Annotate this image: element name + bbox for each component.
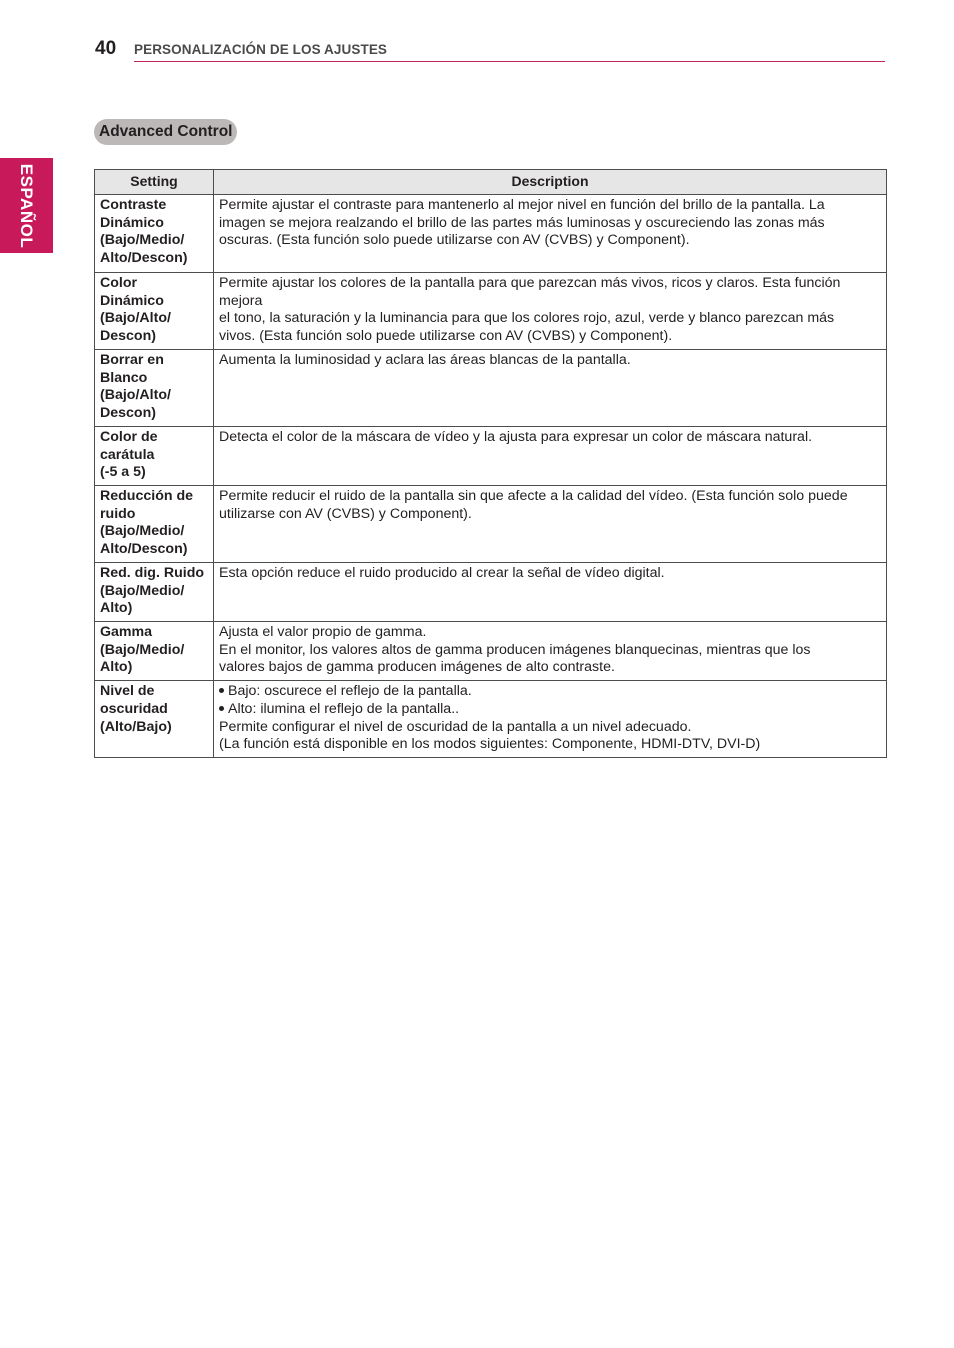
description-line: Permite ajustar el contraste para mantenerlo al mejor nivel en función del brillo de la pantalla. La (219, 197, 825, 213)
page-number: 40 (95, 38, 117, 59)
table-row (95, 562, 887, 621)
column-header-setting: Setting (95, 170, 214, 195)
subheading: Advanced Control (94, 119, 237, 145)
bullet-item (219, 683, 881, 701)
description-line: Detecta el color de la máscara de vídeo y la ajusta para expresar un color de máscara natural. (219, 428, 813, 445)
header-divider (134, 61, 885, 62)
table-row (95, 485, 887, 562)
table-row (95, 273, 887, 350)
description-line: Permite reducir el ruido de la pantalla sin que afecte a la calidad del vídeo. (Esta función solo puede (219, 487, 848, 504)
bullet-text: Bajo: oscurece el reflejo de la pantalla. (228, 683, 472, 700)
setting-description (214, 562, 887, 621)
description-line: (La función está disponible en los modos siguientes: Componente, HDMI-DTV, DVI-D) (219, 736, 761, 753)
bullet-text: Alto: ilumina el reflejo de la pantalla.. (228, 700, 460, 717)
table-body (95, 195, 887, 758)
setting-description (214, 681, 887, 758)
description-line: Permite configurar el nivel de oscuridad de la pantalla a un nivel adecuado. (219, 718, 692, 735)
description-line: mejora (219, 292, 263, 309)
section-title: PERSONALIZACIÓN DE LOS AJUSTES (134, 42, 388, 57)
description-line: Esta opción reduce el ruido producido al crear la señal de vídeo digital. (219, 564, 665, 581)
description-line: Ajusta el valor propio de gamma. (219, 624, 427, 641)
language-tab (0, 158, 53, 253)
description-line: oscuras. (Esta función solo puede utilizarse con AV (CVBS) y Component). (219, 232, 690, 249)
description-line: vivos. (Esta función solo puede utilizarse con AV (CVBS) y Component). (219, 328, 673, 345)
table-row (95, 195, 887, 273)
description-line: Permite ajustar los colores de la pantalla para que parezcan más vivos, ricos y claros. Esta función (219, 275, 841, 291)
setting-name: Color de carátula (-5 a 5) (95, 426, 214, 485)
table-row (95, 622, 887, 681)
description-line: el tono, la saturación y la luminancia para que los colores rojo, azul, verde y blanco parezcan más (219, 310, 835, 327)
setting-description (214, 273, 887, 350)
setting-name: Gamma (Bajo/Medio/ Alto) (95, 622, 214, 681)
language-tab-label: ESPAÑOL (17, 163, 36, 249)
description-line: Aumenta la luminosidad y aclara las áreas blancas de la pantalla. (219, 352, 631, 368)
setting-name: Reducción de ruido (Bajo/Medio/ Alto/Descon) (95, 485, 214, 562)
settings-table (94, 169, 887, 758)
table-header-row (95, 170, 887, 195)
table-row (95, 681, 887, 758)
description-line: En el monitor, los valores altos de gamma producen imágenes blanquecinas, mientras que los (219, 641, 811, 658)
table-row (95, 350, 887, 427)
description-line: utilizarse con AV (CVBS) y Component). (219, 505, 472, 522)
setting-name: Borrar en Blanco (Bajo/Alto/ Descon) (95, 350, 214, 427)
bullet-icon (219, 706, 224, 711)
setting-description (214, 350, 887, 427)
description-line: valores bajos de gamma producen imágenes de alto contraste. (219, 659, 615, 676)
setting-description (214, 426, 887, 485)
setting-description (214, 195, 887, 273)
description-line: imagen se mejora realzando el brillo de las partes más luminosas y oscureciendo las zonas más (219, 214, 825, 231)
bullet-item (219, 701, 881, 719)
column-header-description: Description (214, 170, 887, 195)
setting-name: Nivel de oscuridad (Alto/Bajo) (95, 681, 214, 758)
setting-name: Color Dinámico (Bajo/Alto/ Descon) (95, 273, 214, 350)
table-row (95, 426, 887, 485)
setting-description (214, 622, 887, 681)
setting-name: Red. dig. Ruido (Bajo/Medio/ Alto) (95, 562, 214, 621)
setting-name: Contraste Dinámico (Bajo/Medio/ Alto/Descon) (95, 195, 214, 273)
bullet-icon (219, 688, 224, 693)
setting-description (214, 485, 887, 562)
